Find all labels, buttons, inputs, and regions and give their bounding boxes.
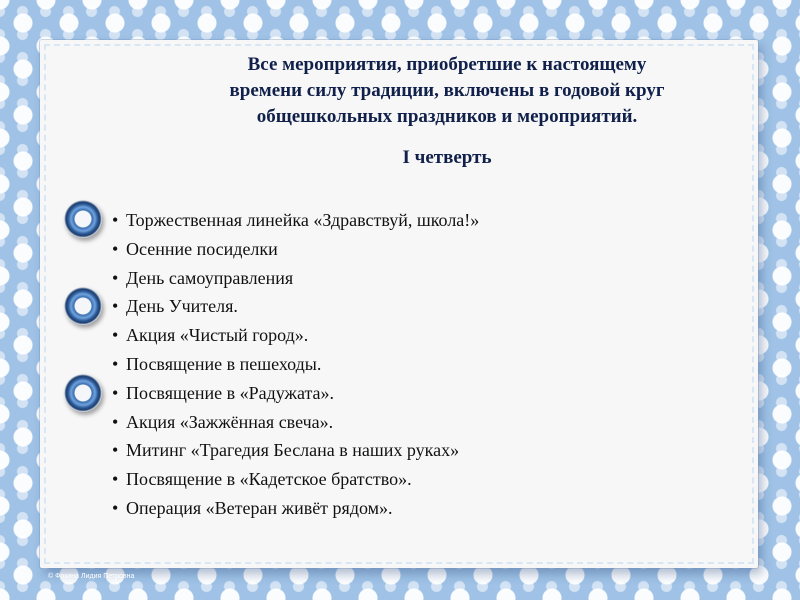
quarter-subheading: I четверть <box>402 147 492 168</box>
ring-icon <box>64 374 102 412</box>
slide-card <box>40 40 758 568</box>
list-item: • Операция «Ветеран живёт рядом». <box>112 494 479 523</box>
ring-icon <box>64 200 102 238</box>
list-item: • Митинг «Трагедия Беслана в наших руках» <box>112 436 479 465</box>
list-item: • День Учителя. <box>112 292 479 321</box>
events-list <box>112 206 479 523</box>
list-item: • Торжественная линейка «Здравствуй, школа!» <box>112 206 479 235</box>
author-credit: © Фокина Лидия Петровна <box>48 573 135 580</box>
list-item: • Посвящение в «Радужата». <box>112 379 479 408</box>
list-item: • День самоуправления <box>112 264 479 293</box>
list-item: • Посвящение в пешеходы. <box>112 350 479 379</box>
list-item: • Осенние посиделки <box>112 235 479 264</box>
slide-heading: Все мероприятия, приобретшие к настоящему времени силу традиции, включены в годовой круг общешкольных праздников и мероприятий. <box>229 54 665 127</box>
list-item: • Акция «Зажжённая свеча». <box>112 408 479 437</box>
ring-icon <box>64 287 102 325</box>
list-item: • Акция «Чистый город». <box>112 321 479 350</box>
list-item: • Посвящение в «Кадетское братство». <box>112 465 479 494</box>
